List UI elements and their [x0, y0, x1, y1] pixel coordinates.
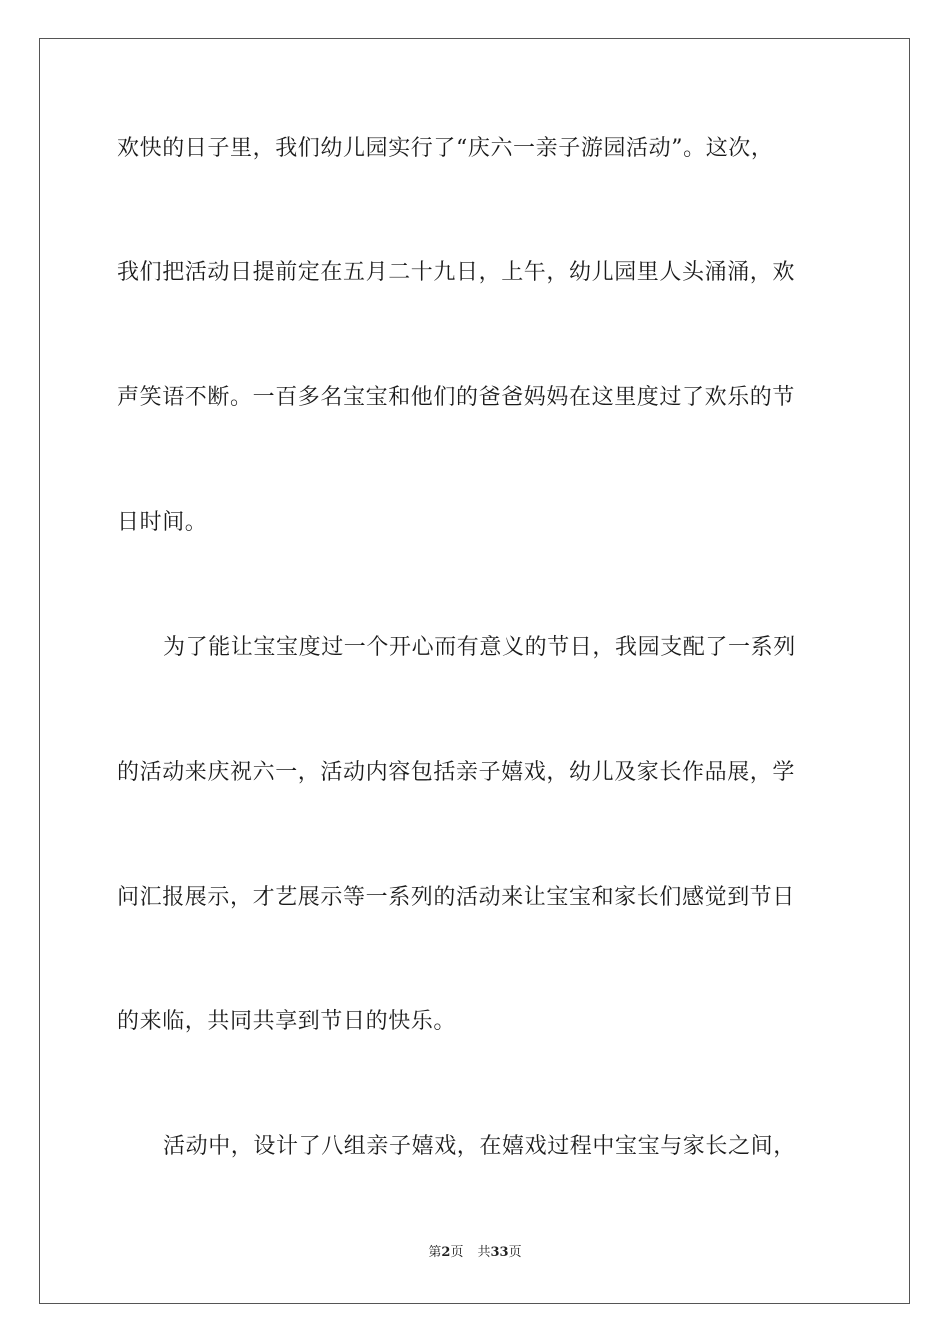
total-suffix: 页 [508, 1245, 522, 1260]
total-prefix: 共 [477, 1245, 491, 1260]
page-border [39, 38, 910, 1304]
text-line-2: 我们把活动日提前定在五月二十九日，上午，幼儿园里人头涌涌，欢 [117, 260, 796, 285]
text-line-1: 欢快的日子里，我们幼儿园实行了“庆六一亲子游园活动”。这次， [117, 136, 774, 161]
page-prefix: 第 [428, 1245, 442, 1260]
text-line-4: 日时间。 [117, 510, 208, 535]
text-line-9: 活动中，设计了八组亲子嬉戏，在嬉戏过程中宝宝与家长之间， [163, 1134, 796, 1159]
text-line-8: 的来临，共同共享到节日的快乐。 [117, 1009, 457, 1034]
page-number: 2 [441, 1245, 451, 1260]
text-line-3: 声笑语不断。一百多名宝宝和他们的爸爸妈妈在这里度过了欢乐的节 [117, 385, 796, 410]
total-pages: 33 [490, 1245, 509, 1260]
text-line-6: 的活动来庆祝六一，活动内容包括亲子嬉戏，幼儿及家长作品展，学 [117, 760, 796, 785]
text-line-5: 为了能让宝宝度过一个开心而有意义的节日，我园支配了一系列 [163, 635, 796, 660]
page-footer [0, 1244, 950, 1262]
page-suffix: 页 [450, 1245, 464, 1260]
text-line-7: 问汇报展示，才艺展示等一系列的活动来让宝宝和家长们感觉到节日 [117, 885, 796, 910]
